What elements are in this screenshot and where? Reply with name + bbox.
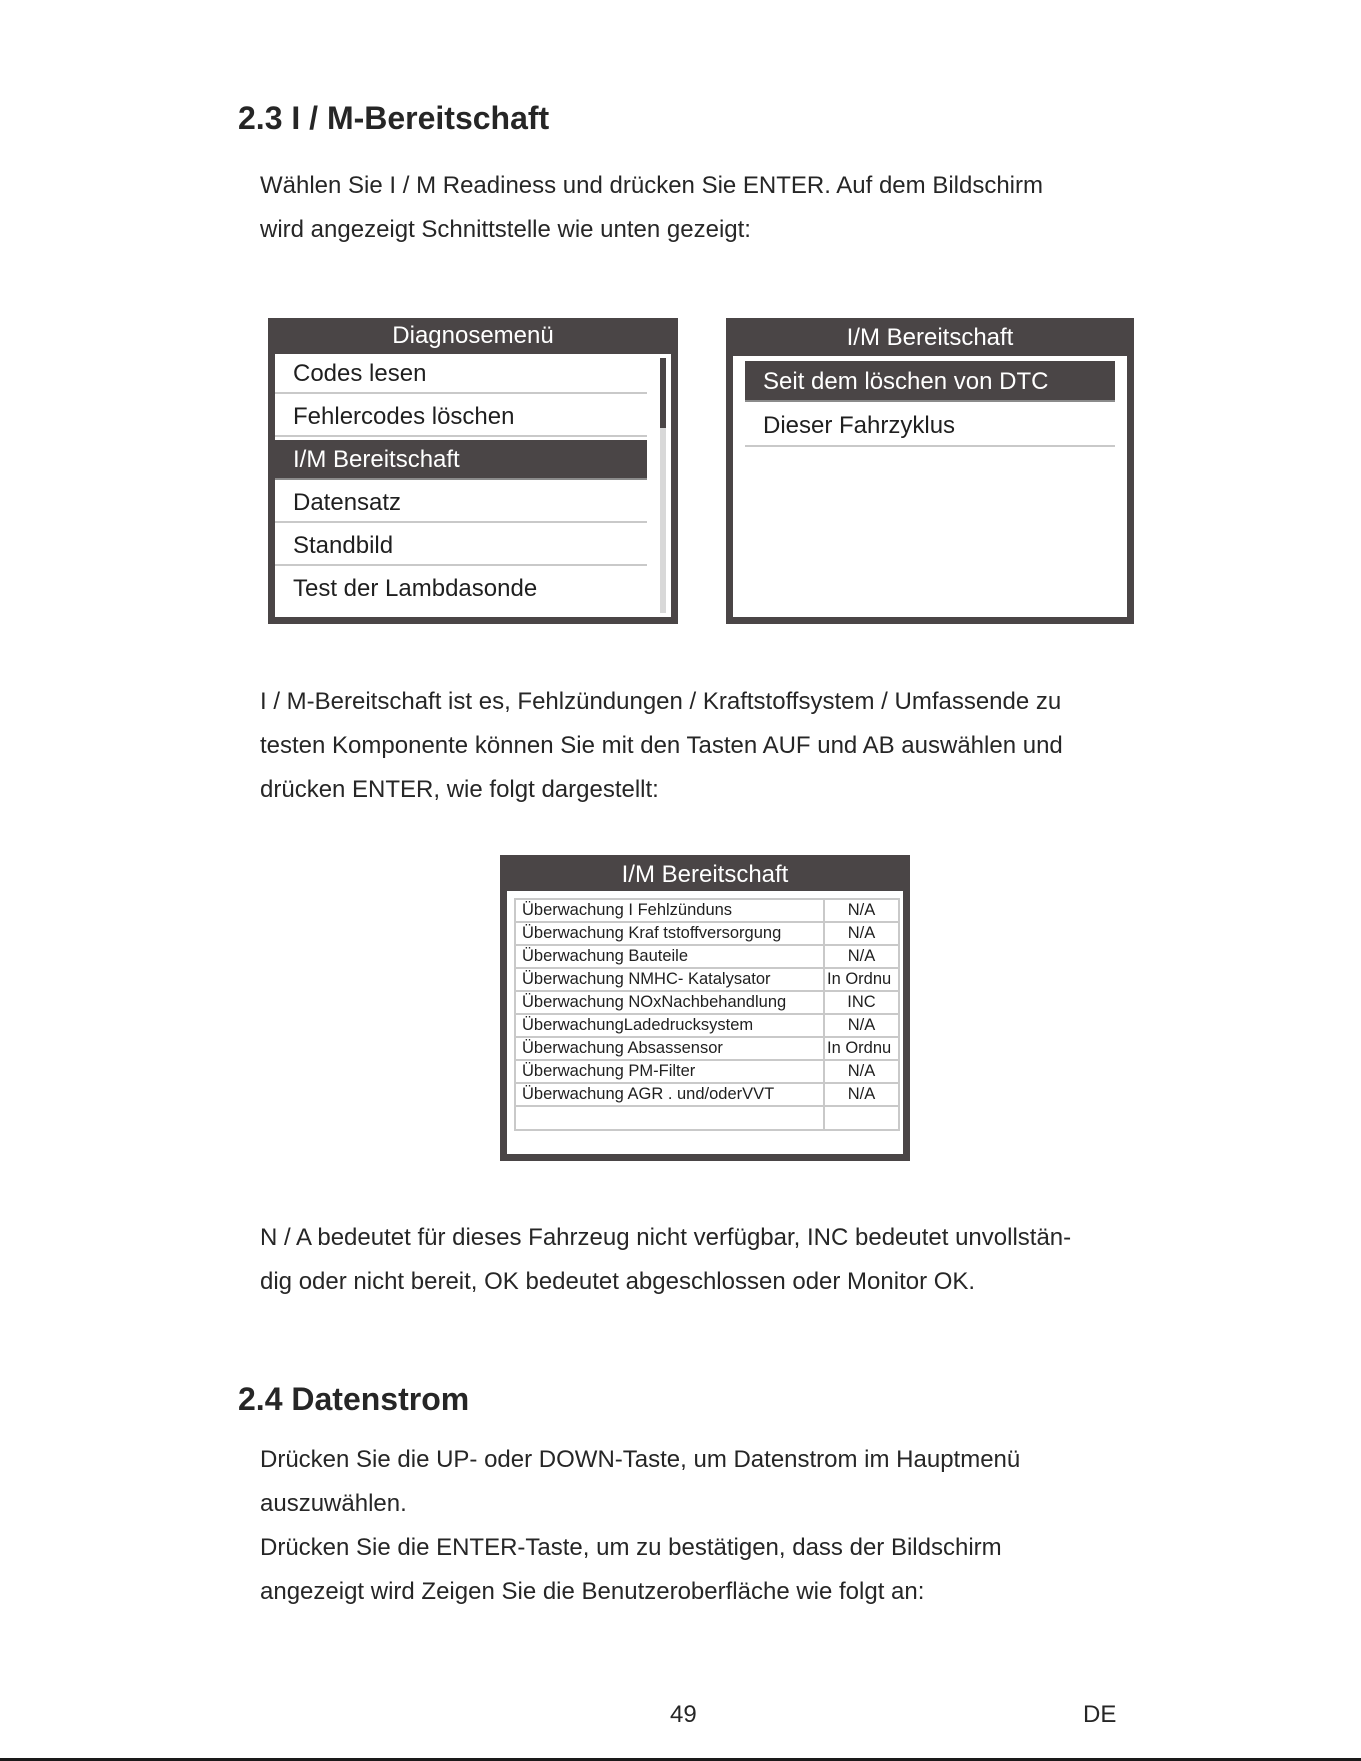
diagnose-menu-screen: [268, 318, 678, 624]
readiness-table: [514, 898, 900, 1131]
datastream-line: angezeigt wird Zeigen Sie die Benutzeroberfläche wie folgt an:: [260, 1578, 925, 1605]
readiness-row: [515, 1106, 899, 1130]
readiness-row: [515, 1037, 899, 1060]
legend-paragraph: [260, 1216, 1140, 1304]
monitor-status: In Ordnu: [824, 968, 899, 991]
readiness-row: [515, 968, 899, 991]
monitor-status: N/A: [824, 1014, 899, 1037]
readiness-row: [515, 1083, 899, 1106]
intro-line: Wählen Sie I / M Readiness und drücken Sie ENTER. Auf dem Bildschirm: [260, 172, 1043, 199]
datastream-line: Drücken Sie die UP- oder DOWN-Taste, um Datenstrom im Hauptmenü: [260, 1446, 1021, 1473]
monitor-status: N/A: [824, 945, 899, 968]
readiness-status-body: [507, 891, 903, 1154]
menu-item-fehlercodes-loeschen[interactable]: Fehlercodes löschen: [275, 397, 647, 437]
menu-item-im-bereitschaft[interactable]: I/M Bereitschaft: [275, 440, 647, 480]
mid-line: testen Komponente können Sie mit den Tasten AUF und AB auswählen und: [260, 732, 1063, 759]
readiness-row: [515, 1060, 899, 1083]
readiness-row: [515, 1014, 899, 1037]
monitor-name: Überwachung AGR . und/oderVVT: [515, 1083, 824, 1106]
monitor-name: Überwachung NMHC- Katalysator: [515, 968, 824, 991]
menu-item-codes-lesen[interactable]: Codes lesen: [275, 354, 647, 394]
im-menu-body: [733, 356, 1127, 617]
menu-scrollbar[interactable]: [660, 358, 666, 613]
monitor-name: Überwachung Kraf tstoffversorgung: [515, 922, 824, 945]
datastream-line: auszuwählen.: [260, 1490, 407, 1517]
menu-item-datensatz[interactable]: Datensatz: [275, 483, 647, 523]
legend-line: N / A bedeutet für dieses Fahrzeug nicht verfügbar, INC bedeutet unvollstän-: [260, 1224, 1072, 1251]
im-menu-title: I/M Bereitschaft: [846, 324, 1014, 351]
readiness-row: [515, 991, 899, 1014]
datastream-paragraph: [260, 1438, 1140, 1614]
monitor-name: Überwachung PM-Filter: [515, 1060, 824, 1083]
intro-paragraph: [260, 164, 1140, 252]
monitor-name: [515, 1106, 824, 1130]
mid-line: I / M-Bereitschaft ist es, Fehlzündungen / Kraftstoffsystem / Umfassende zu: [260, 688, 1062, 715]
monitor-name: Überwachung I Fehlzünduns: [515, 899, 824, 922]
intro-line: wird angezeigt Schnittstelle wie unten gezeigt:: [260, 216, 751, 243]
menu-scroll-thumb[interactable]: [660, 358, 666, 428]
im-readiness-menu-screen: [726, 318, 1134, 624]
monitor-status: N/A: [824, 922, 899, 945]
readiness-status-screen: [500, 855, 910, 1161]
menu-item-standbild[interactable]: Standbild: [275, 526, 647, 566]
monitor-status: N/A: [824, 899, 899, 922]
section-heading-2-4: 2.4 Datenstrom: [238, 1381, 470, 1417]
menu-item-seit-loeschen-dtc[interactable]: Seit dem löschen von DTC: [745, 361, 1115, 402]
monitor-status: INC: [824, 991, 899, 1014]
menu-item-test-lambdasonde[interactable]: Test der Lambdasonde: [293, 575, 538, 602]
monitor-status: In Ordnu: [824, 1037, 899, 1060]
datastream-line: Drücken Sie die ENTER-Taste, um zu bestätigen, dass der Bildschirm: [260, 1534, 1002, 1561]
monitor-name: Überwachung Absassensor: [515, 1037, 824, 1060]
mid-paragraph: [260, 680, 1140, 812]
language-code: DE: [1083, 1701, 1117, 1728]
monitor-name: Überwachung Bauteile: [515, 945, 824, 968]
monitor-name: ÜberwachungLadedrucksystem: [515, 1014, 824, 1037]
monitor-status: [824, 1106, 899, 1130]
readiness-status-title: I/M Bereitschaft: [621, 861, 789, 888]
monitor-name: Überwachung NOxNachbehandlung: [515, 991, 824, 1014]
menu-item-dieser-fahrzyklus[interactable]: Dieser Fahrzyklus: [745, 404, 1115, 447]
monitor-status: N/A: [824, 1083, 899, 1106]
monitor-status: N/A: [824, 1060, 899, 1083]
readiness-row: [515, 945, 899, 968]
diagnose-menu-title: Diagnosemenü: [392, 322, 554, 349]
legend-line: dig oder nicht bereit, OK bedeutet abgeschlossen oder Monitor OK.: [260, 1268, 976, 1295]
section-heading-2-3: 2.3 I / M-Bereitschaft: [238, 100, 550, 136]
mid-line: drücken ENTER, wie folgt dargestellt:: [260, 776, 659, 803]
diagnose-menu-body: [275, 354, 671, 617]
readiness-row: [515, 922, 899, 945]
page-number: 49: [670, 1701, 697, 1728]
readiness-row: [515, 899, 899, 922]
